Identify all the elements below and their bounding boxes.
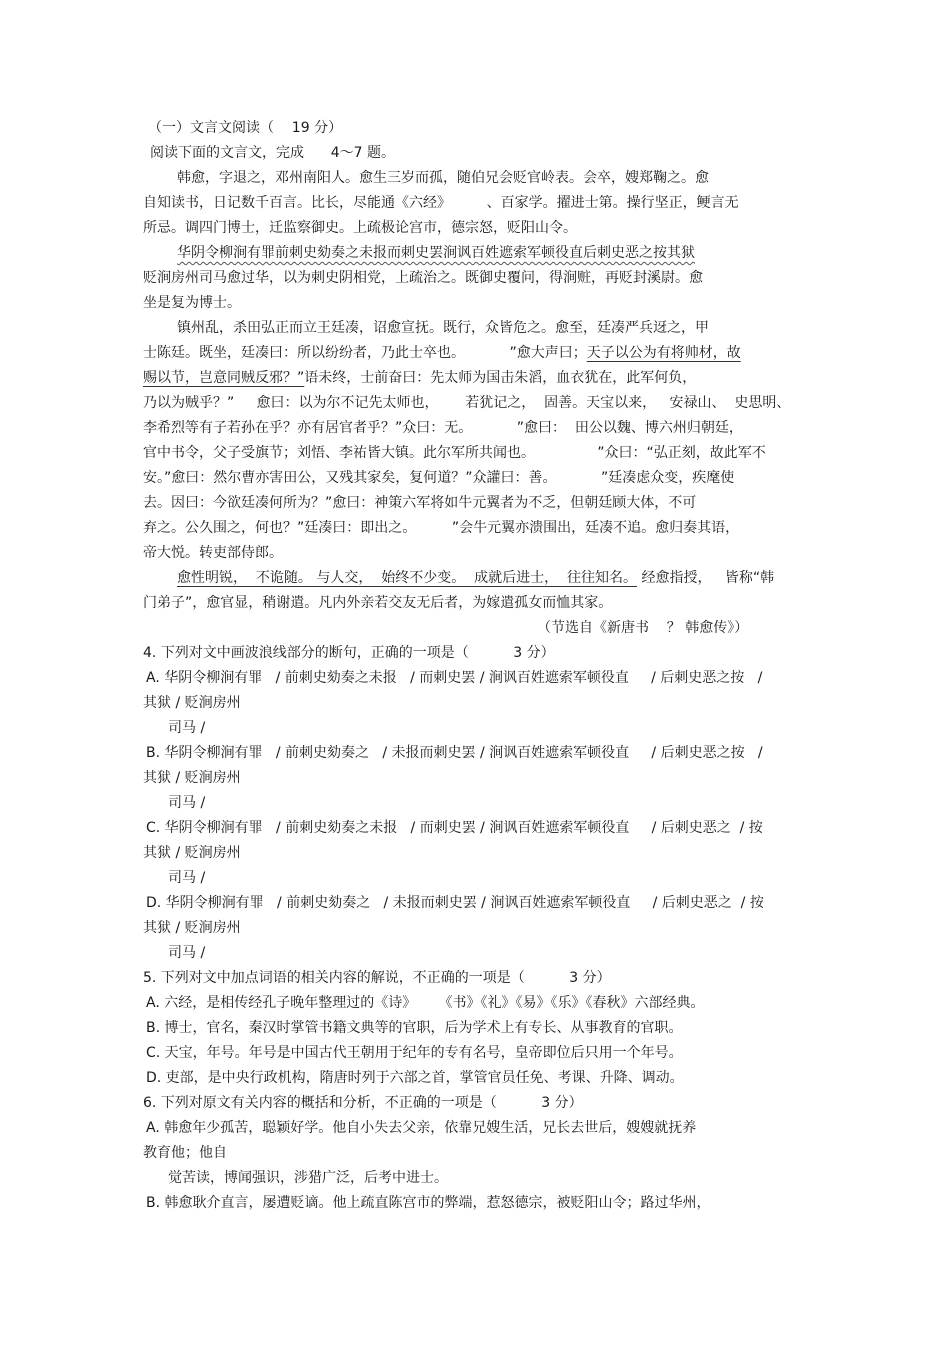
underlined-sentence: 愈性明锐， 不诡随。 与人交， 始终不少变。 成就后进士， 往往知名。 [177, 570, 638, 586]
option-a-line: 觉苦读，博闻强识，涉猎广泛，后考中进士。 [168, 1170, 448, 1186]
passage-text: 语未终，士前奋曰：先太师为国击朱滔，血衣犹在，此军何负， [304, 370, 697, 386]
option-d-line: 其狱 / 贬涧房州 [143, 920, 241, 936]
underlined-sentence: 天子以公为有将帅材，故 [586, 345, 741, 361]
passage-line: 镇州乱，杀田弘正而立王廷凑，诏愈宣抚。既行，众皆危之。愈至，廷凑严兵迓之，甲 [177, 320, 709, 336]
option-b-line: 其狱 / 贬涧房州 [143, 770, 241, 786]
passage-line: 自知读书，日记数千百言。比长，尽能通《六经》 、百家学。擢进士第。操行坚正，鲠言无 [143, 195, 739, 211]
passage-line: 贬涧房州司马愈过华，以为刺史阴相党，上疏治之。既御史覆问，得涧赃，再贬封溪尉。愈 [143, 270, 703, 286]
passage-line: 去。因曰：今欲廷凑何所为？”愈曰：神策六军将如牛元翼者为不乏，但朝廷顾大体，不可 [143, 495, 697, 511]
option-c-line: 其狱 / 贬涧房州 [143, 845, 241, 861]
option-b-line: B. 韩愈耿介直言，屡遭贬谪。他上疏直陈宫市的弊端，惹怒德宗，被贬阳山令；路过华州， [146, 1195, 711, 1211]
passage-line: 官中书令，父子受旗节；刘悟、李祐皆大镇。此尔军所共闻也。 ”众曰：“弘正刻，故此军不 [143, 445, 766, 461]
option-a-line: 其狱 / 贬涧房州 [143, 695, 241, 711]
passage-line [143, 344, 741, 362]
question-stem: 6. 下列对原文有关内容的概括和分析，不正确的一项是（ 3 分） [143, 1095, 583, 1111]
passage-line: 门弟子”，愈官显，稍谢遣。凡内外亲若交友无后者，为嫁遣孤女而恤其家。 [143, 595, 613, 611]
instruction: 阅读下面的文言文，完成 4～7 题。 [150, 145, 395, 161]
section-title: （一）文言文阅读（ 19 分） [148, 120, 343, 136]
option-a-line: 司马 / [168, 720, 206, 736]
passage-line: 乃以为贼乎？” 愈曰：以为尔不记先太师也， 若犹记之， 固善。天宝以来， 安禄山、 史思明、 [143, 395, 791, 411]
passage-line: 韩愈，字退之，邓州南阳人。愈生三岁而孤，随伯兄会贬官岭表。会卒，嫂郑鞠之。愈 [177, 170, 709, 186]
option-a: A. 六经，是相传经孔子晚年整理过的《诗》 《书》《礼》《易》《乐》《春秋》六部经典。 [146, 995, 705, 1011]
question-stem: 4. 下列对文中画波浪线部分的断句，正确的一项是（ 3 分） [143, 645, 555, 661]
passage-line: 李希烈等有子若孙在乎？亦有居官者乎？”众曰：无。 ”愈曰： 田公以魏、博六州归朝廷， [143, 420, 743, 436]
passage-line: 帝大悦。转吏部侍郎。 [143, 545, 283, 561]
option-b-line: 司马 / [168, 795, 206, 811]
option-c: C. 天宝，年号。年号是中国古代王朝用于纪年的专有名号，皇帝即位后只用一个年号。 [146, 1045, 683, 1061]
option-d: D. 吏部，是中央行政机构，隋唐时列于六部之首，掌管官员任免、考课、升降、调动。 [146, 1070, 684, 1086]
option-a-line: A. 华阴令柳涧有罪 / 前刺史劾奏之未报 / 而刺史罢 / 涧讽百姓遮索军顿役直 / 后刺史恶之按 / [146, 670, 763, 686]
underlined-sentence: 赐以节，岂意同贼反邪？” [143, 370, 305, 386]
passage-source: （节选自《新唐书 ？ 韩愈传》） [537, 620, 749, 636]
passage-line [143, 369, 696, 387]
option-d-line: 司马 / [168, 945, 206, 961]
passage-line: 坐是复为博士。 [143, 295, 241, 311]
wavy-underlined-sentence: 华阴令柳涧有罪前刺史劾奏之未报而刺史罢涧讽百姓遮索军顿役直后刺史恶之按其狱 [177, 245, 695, 261]
passage-text: 经愈指授， 皆称“韩 [637, 570, 775, 586]
option-c-line: C. 华阴令柳涧有罪 / 前刺史劾奏之未报 / 而刺史罢 / 涧讽百姓遮索军顿役直 / 后刺史恶之 / 按 [146, 820, 763, 836]
option-a-line: A. 韩愈年少孤苦，聪颖好学。他自小失去父亲，依靠兄嫂生活，兄长去世后，嫂嫂就抚养 [146, 1120, 697, 1136]
option-a-line: 教育他；他自 [143, 1145, 227, 1161]
passage-text: 士陈廷。既坐，廷凑曰：所以纷纷者，乃此士卒也。 ”愈大声曰； [143, 345, 587, 361]
question-stem: 5. 下列对文中加点词语的相关内容的解说，不正确的一项是（ 3 分） [143, 970, 611, 986]
option-d-line: D. 华阴令柳涧有罪 / 前刺史劾奏之 / 未报而刺史罢 / 涧讽百姓遮索军顿役直 / 后刺史恶之 / 按 [146, 895, 764, 911]
passage-line: 弃之。公久围之，何也？”廷凑曰：即出之。 ”会牛元翼亦溃围出，廷凑不追。愈归奏其语， [143, 520, 740, 536]
option-b: B. 博士，官名，秦汉时掌管书籍文典等的官职，后为学术上有专长、从事教育的官职。 [146, 1020, 683, 1036]
passage-line: 安。”愈曰：然尔曹亦害田公，又残其家矣，复何道？”众讙曰：善。 ”廷凑虑众变，疾麾使 [143, 470, 735, 486]
option-c-line: 司马 / [168, 870, 206, 886]
passage-line [177, 569, 774, 587]
passage-line: 所忌。调四门博士，迁监察御史。上疏极论宫市，德宗怒，贬阳山令。 [143, 220, 577, 236]
option-b-line: B. 华阴令柳涧有罪 / 前刺史劾奏之 / 未报而刺史罢 / 涧讽百姓遮索军顿役直 / 后刺史恶之按 / [146, 745, 763, 761]
